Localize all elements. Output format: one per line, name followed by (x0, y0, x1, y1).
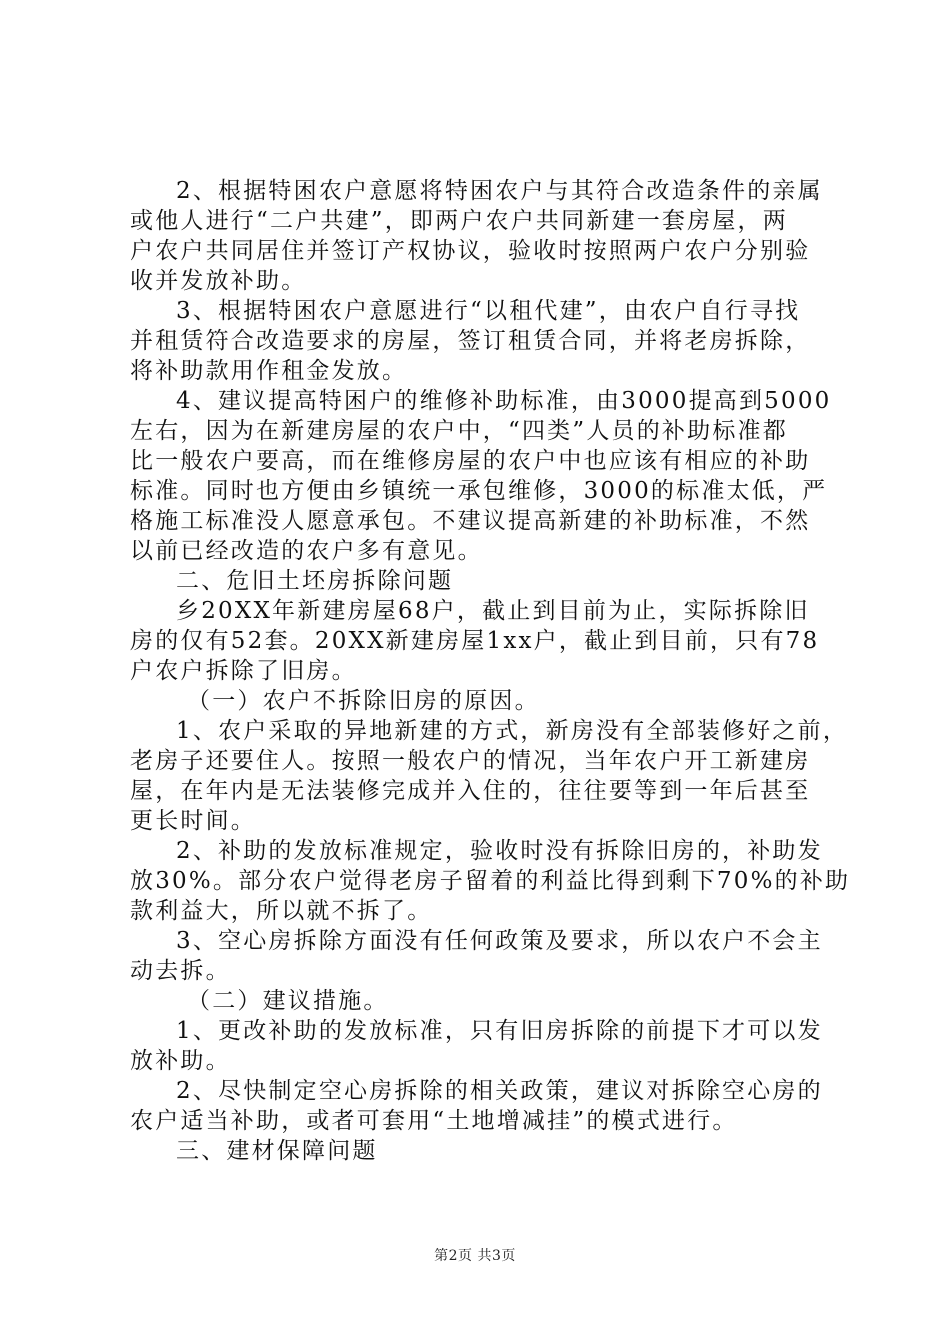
text-line: 更长时间。 (130, 808, 256, 834)
page-footer: 第2页 共3页 (434, 1248, 516, 1264)
text-line: 1、农户采取的异地新建的方式，新房没有全部装修好之前， (176, 718, 849, 744)
text-line: 4、建议提高特困户的维修补助标准，由3000提高到5000 (176, 388, 832, 414)
text-line: 2、根据特困农户意愿将特困农户与其符合改造条件的亲属 (176, 178, 823, 204)
text-line: 3、空心房拆除方面没有任何政策及要求，所以农户不会主 (176, 928, 823, 954)
text-line: 三、建材保障问题 (176, 1138, 378, 1164)
text-line: 放补助。 (130, 1048, 231, 1074)
text-line: 户农户共同居住并签订产权协议，验收时按照两户农户分别验 (130, 238, 811, 264)
text-line: 动去拆。 (130, 958, 231, 984)
text-line: 标准。同时也方便由乡镇统一承包维修，3000的标准太低，严 (130, 478, 828, 504)
text-line: 并租赁符合改造要求的房屋，签订租赁合同，并将老房拆除， (130, 328, 811, 354)
text-line: 2、补助的发放标准规定，验收时没有拆除旧房的，补助发 (176, 838, 823, 864)
text-line: 屋，在年内是无法装修完成并入住的，往往要等到一年后甚至 (130, 778, 811, 804)
text-line: 左右，因为在新建房屋的农户中，“四类”人员的补助标准都 (130, 418, 788, 444)
text-line: 房的仅有52套。20XX新建房屋1xx户，截止到目前，只有78 (130, 628, 820, 654)
text-line: 1、更改补助的发放标准，只有旧房拆除的前提下才可以发 (176, 1018, 823, 1044)
text-line: 将补助款用作租金发放。 (130, 358, 408, 384)
text-line: 户农户拆除了旧房。 (130, 658, 357, 684)
text-line: 以前已经改造的农户多有意见。 (130, 538, 483, 564)
text-line: 比一般农户要高，而在维修房屋的农户中也应该有相应的补助 (130, 448, 811, 474)
text-line: 款利益大，所以就不拆了。 (130, 898, 433, 924)
text-line: 2、尽快制定空心房拆除的相关政策，建议对拆除空心房的 (176, 1078, 823, 1104)
text-line: 农户适当补助，或者可套用“土地增减挂”的模式进行。 (130, 1108, 738, 1134)
document-body (130, 176, 851, 1166)
text-line: 格施工标准没人愿意承包。不建议提高新建的补助标准，不然 (130, 508, 811, 534)
text-line: 或他人进行“二户共建”，即两户农户共同新建一套房屋，两 (130, 208, 788, 234)
text-line: 放30%。部分农户觉得老房子留着的利益比得到剩下70%的补助 (130, 868, 851, 894)
text-line: 3、根据特困农户意愿进行“以租代建”，由农户自行寻找 (176, 298, 801, 324)
text-line: 收并发放补助。 (130, 268, 307, 294)
text-line: 乡20XX年新建房屋68户，截止到目前为止，实际拆除旧 (176, 598, 810, 624)
text-line: 老房子还要住人。按照一般农户的情况，当年农户开工新建房 (130, 748, 811, 774)
text-line: 二、危旧土坯房拆除问题 (176, 568, 454, 594)
text-line: （一）农户不拆除旧房的原因。 (187, 688, 540, 714)
text-line: （二）建议措施。 (187, 988, 389, 1014)
